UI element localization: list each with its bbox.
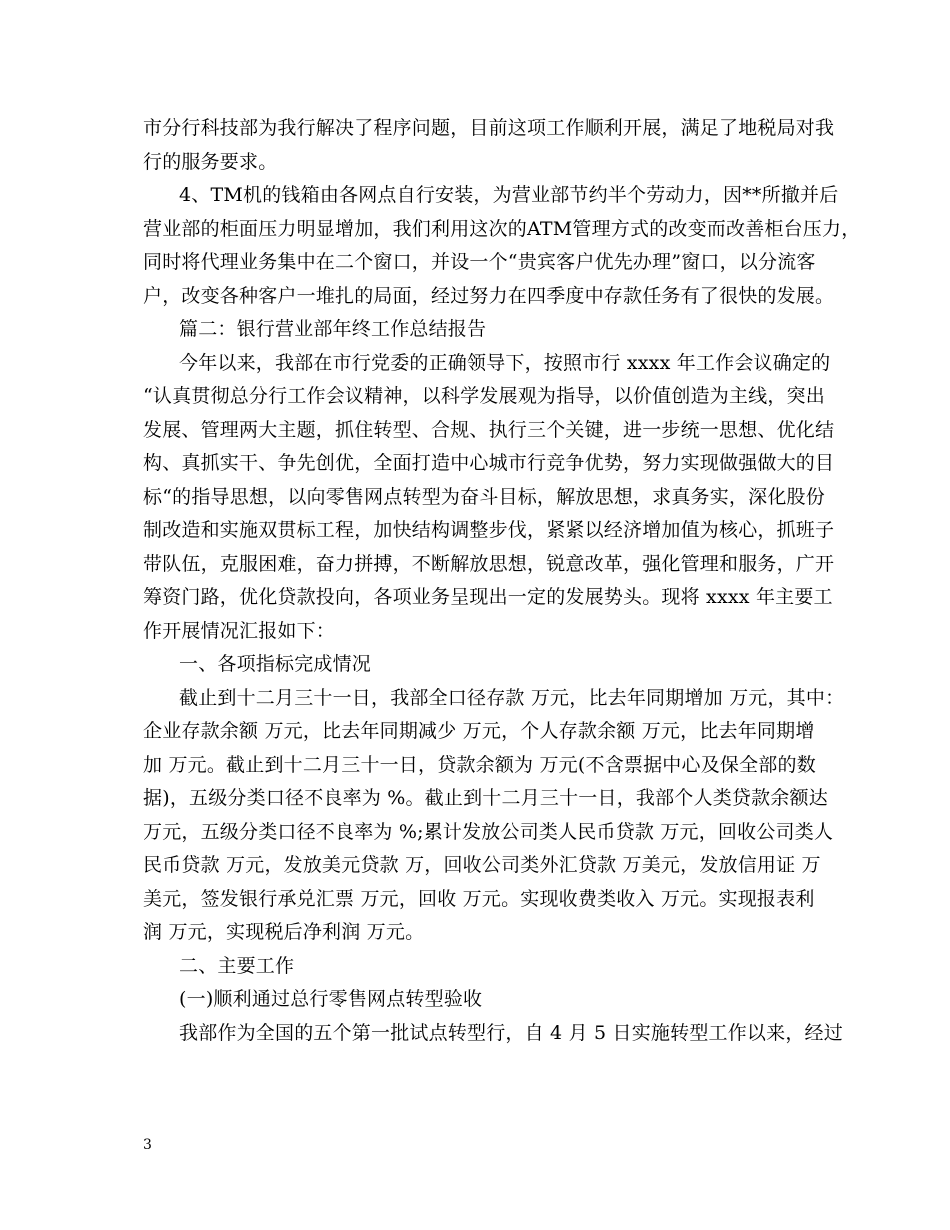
text-line-2: 行的服务要求。: [143, 150, 278, 173]
text-line-1: 市分行科技部为我行解决了程序问题，目前这项工作顺利开展，满足了地税局对我: [143, 117, 835, 139]
text-line-5: 同时将代理业务集中在二个窗口，并设一个“贵宾客户优先办理”窗口，以分流客: [143, 251, 816, 273]
section-heading-part-two: 篇二：银行营业部年终工作总结报告: [179, 318, 487, 340]
document-body: [143, 112, 861, 1050]
text-line-4: 营业部的柜面压力明显增加，我们利用这次的ATM管理方式的改变而改善柜台压力，: [143, 217, 861, 240]
text-line-21: 据)，五级分类口径不良率为 %。截止到十二月三十一日，我部个人类贷款余额达: [143, 787, 828, 809]
text-line-22: 万元，五级分类口径不良率为 %;累计发放公司类人民币贷款 万元，回收公司类人: [143, 820, 834, 843]
text-line-13: 制改造和实施双贯标工程，加快结构调整步伐，紧紧以经济增加值为核心，抓班子: [143, 519, 835, 541]
text-line-6: 户，改变各种客户一堆扎的局面，经过努力在四季度中存款任务有了很快的发展。: [143, 284, 835, 307]
text-line-28: 我部作为全国的五个第一批试点转型行，自 4 月 5 日实施转型工作以来，经过: [179, 1021, 843, 1044]
text-line-18: 截止到十二月三十一日，我部全口径存款 万元，比去年同期增加 万元，其中：: [179, 686, 845, 709]
text-line-20: 加 万元。截止到十二月三十一日，贷款余额为 万元(不含票据中心及保全部的数: [143, 753, 816, 776]
text-line-14: 带队伍，克服困难，奋力拼搏，不断解放思想，锐意改革，强化管理和服务，广开: [143, 552, 835, 575]
text-line-8: 今年以来，我部在市行党委的正确领导下，按照市行 xxxx 年工作会议确定的: [179, 351, 831, 374]
text-line-25: 润 万元，实现税后净利润 万元。: [143, 921, 425, 943]
text-line-12: 标“的指导思想，以向零售网点转型为奋斗目标，解放思想，求真务实，深化股份: [143, 485, 825, 508]
text-line-16: 作开展情况汇报如下：: [143, 619, 336, 642]
text-line-23: 民币贷款 万元，发放美元贷款 万，回收公司类外汇贷款 万美元，发放信用证 万: [143, 854, 821, 876]
text-line-3: 4、TM机的钱箱由各网点自行安装，为营业部节约半个劳动力，因**所撤并后: [179, 184, 839, 206]
text-line-15: 筹资门路，优化贷款投向，各项业务呈现出一定的发展势头。现将 xxxx 年主要工: [143, 586, 833, 608]
section-heading-indicators: 一、各项指标完成情况: [179, 653, 372, 675]
text-line-10: 发展、管理两大主题，抓住转型、合规、执行三个关键，进一步统一思想、优化结: [143, 418, 835, 441]
text-line-24: 美元，签发银行承兑汇票 万元，回收 万元。实现收费类收入 万元。实现报表利: [143, 887, 815, 910]
text-line-11: 构、真抓实干、争先创优，全面打造中心城市行竞争优势，努力实现做强做大的目: [143, 452, 835, 474]
section-heading-main-work: 二、主要工作: [179, 954, 295, 977]
text-line-9: “认真贯彻总分行工作会议精神，以科学发展观为指导，以价值创造为主线，突出: [143, 385, 825, 407]
text-line-19: 企业存款余额 万元，比去年同期减少 万元，个人存款余额 万元，比去年同期增: [143, 720, 815, 742]
subsection-heading-transformation: (一)顺利通过总行零售网点转型验收: [179, 988, 483, 1010]
page-number: 3: [143, 1137, 152, 1153]
